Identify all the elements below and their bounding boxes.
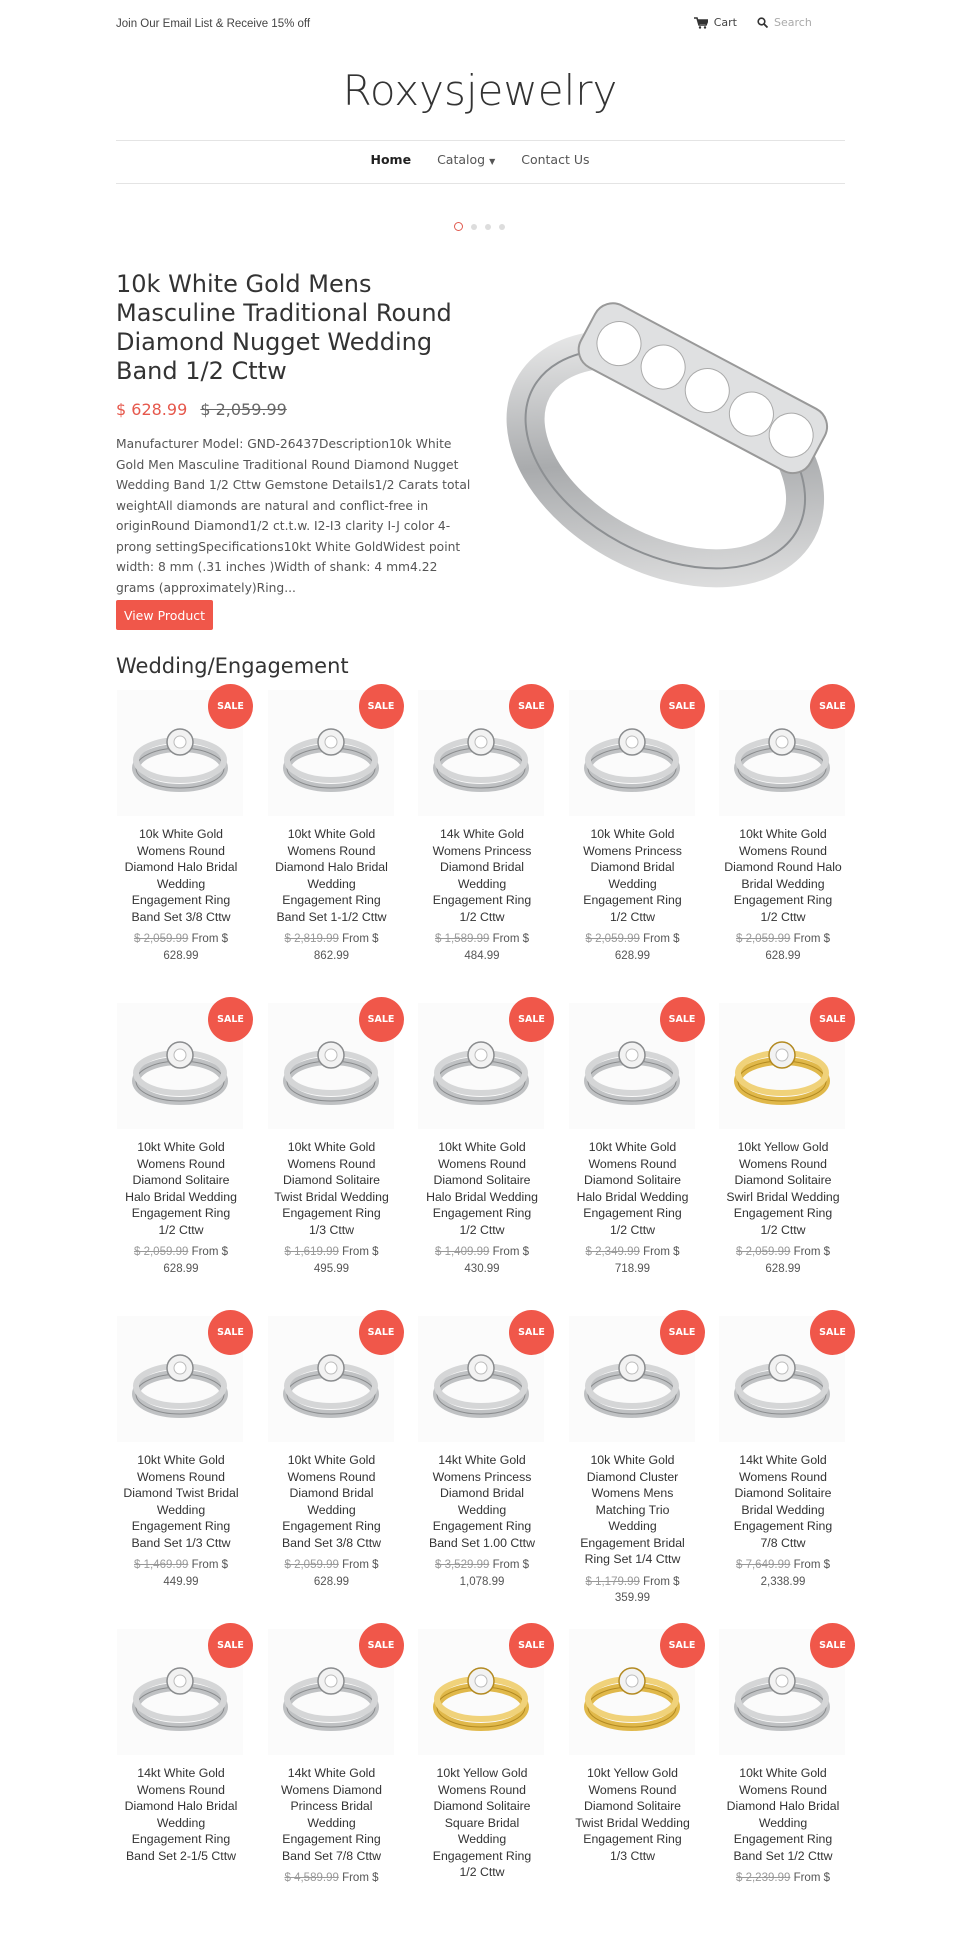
slide-dot-2[interactable]	[471, 224, 477, 230]
sale-price: 862.99	[313, 949, 350, 962]
sale-price: 484.99	[464, 949, 500, 962]
featured-product-title: 10k White Gold Mens Masculine Traditional Round Diamond Nugget Wedding Band 1/2 Cttw	[116, 270, 452, 385]
from-label: From $	[793, 1246, 830, 1258]
product-title: 10kt White Gold Womens Round Diamond Halo Bridal Wedding Engagement Ring Band Set 1-1/2 Cttw	[275, 827, 388, 924]
compare-price: $ 1,469.99	[134, 1559, 189, 1571]
compare-price: $ 1,619.99	[284, 1246, 339, 1258]
product-title: 10kt White Gold Womens Round Diamond Solitaire Halo Bridal Wedding Engagement Ring 1/2 Cttw	[576, 1140, 689, 1237]
sale-badge: SALE	[359, 1623, 404, 1668]
main-nav	[0, 152, 960, 167]
product-price	[423, 1244, 541, 1277]
product-title-block[interactable]	[714, 1139, 852, 1277]
product-title-block[interactable]	[112, 1139, 250, 1277]
from-label: From $	[191, 933, 228, 945]
product-card[interactable]	[417, 1001, 567, 1311]
product-card[interactable]	[718, 688, 868, 998]
sale-badge: SALE	[509, 1310, 554, 1355]
product-title-block[interactable]	[112, 1765, 250, 1887]
product-title: 10kt Yellow Gold Womens Round Diamond Solitaire Swirl Bridal Wedding Engagement Ring 1/2 Cttw	[726, 1140, 840, 1237]
product-title-block[interactable]	[263, 1139, 401, 1277]
product-title: 10kt White Gold Womens Round Diamond Solitaire Twist Bridal Wedding Engagement Ring 1/3 Cttw	[274, 1140, 389, 1237]
product-title: 10k White Gold Diamond Cluster Womens Mens Matching Trio Wedding Engagement Bridal Ring Set 1/4 Cttw	[580, 1453, 685, 1566]
slider-pagination	[454, 222, 505, 231]
sale-badge: SALE	[810, 1310, 855, 1355]
product-card[interactable]	[267, 688, 417, 998]
from-label: From $	[342, 1246, 379, 1258]
sale-price: 449.99	[163, 1575, 199, 1588]
product-card[interactable]	[116, 1314, 266, 1624]
compare-price: $ 2,059.99	[736, 1246, 791, 1258]
product-title-block[interactable]	[564, 1139, 702, 1277]
product-title: 10kt White Gold Womens Round Diamond Solitaire Halo Bridal Wedding Engagement Ring 1/2 Cttw	[426, 1140, 538, 1237]
from-label: From $	[342, 933, 379, 945]
product-card[interactable]	[417, 1314, 567, 1624]
sale-badge: SALE	[208, 997, 253, 1042]
product-title-block[interactable]	[263, 826, 401, 964]
from-label: From $	[342, 1872, 379, 1884]
product-card[interactable]	[267, 1001, 417, 1311]
sale-badge: SALE	[359, 1310, 404, 1355]
product-title: 10kt White Gold Womens Round Diamond Solitaire Halo Bridal Wedding Engagement Ring 1/2 Cttw	[125, 1140, 237, 1237]
sale-badge: SALE	[660, 1310, 705, 1355]
product-card[interactable]	[718, 1627, 868, 1937]
from-label: From $	[492, 933, 529, 945]
featured-price	[116, 400, 287, 419]
compare-price: $ 2,059.99	[284, 1559, 339, 1571]
view-product-button[interactable]: View Product	[116, 600, 213, 630]
featured-description: Manufacturer Model: GND-26437Description10k White Gold Men Masculine Traditional Round Diamond Nugget Wedding Band 1/2 Cttw Gemstone Details1/2 Carats total weightAll diamonds are natural and conflict-free in originRound Diamond1/2 ct.t.w. I2-I3 clarity I-J color 4-prong settingSpecifications10kt White GoldWidest point width: 8 mm (.31 inches )Width of shank: 4 mm4.22 grams (approximately)Ring...	[116, 437, 471, 595]
compare-price: $ 2,059.99	[585, 933, 640, 945]
sale-price: 628.99	[765, 949, 801, 962]
product-title-block[interactable]	[714, 1452, 852, 1590]
compare-price: $ 2,059.99	[200, 400, 287, 419]
sale-badge: SALE	[509, 1623, 554, 1668]
email-signup-link[interactable]: Join Our Email List & Receive 15% off	[116, 18, 311, 30]
product-card[interactable]	[267, 1314, 417, 1624]
sale-badge: SALE	[660, 684, 705, 729]
slide-dot-1[interactable]	[454, 222, 463, 231]
search-placeholder: Search	[774, 16, 812, 29]
sale-badge: SALE	[810, 684, 855, 729]
sale-price: 718.99	[614, 1262, 651, 1275]
product-title-block[interactable]	[413, 1765, 551, 1903]
slide-dot-3[interactable]	[485, 224, 491, 230]
compare-price: $ 7,649.99	[736, 1559, 791, 1571]
caret-down-icon: ▼	[489, 157, 496, 166]
product-price	[724, 931, 842, 964]
compare-price: $ 2,349.99	[585, 1246, 640, 1258]
product-price	[122, 1870, 240, 1887]
product-title: 14kt White Gold Womens Round Diamond Halo Bridal Wedding Engagement Ring Band Set 2-1/5 Cttw	[124, 1766, 238, 1863]
product-title-block[interactable]	[714, 1765, 852, 1887]
from-label: From $	[643, 933, 680, 945]
sale-price: 495.99	[313, 1262, 350, 1275]
nav-catalog-label: Catalog	[437, 152, 486, 167]
product-title-block[interactable]	[564, 826, 702, 964]
from-label: From $	[643, 1575, 680, 1588]
product-title: 10kt White Gold Womens Round Diamond Halo Bridal Wedding Engagement Ring Band Set 1/2 Cttw	[726, 1766, 840, 1863]
product-title: 10kt Yellow Gold Womens Round Diamond Solitaire Square Bridal Wedding Engagement Ring 1/2 Cttw	[432, 1766, 532, 1879]
sale-price: 628.99	[765, 1262, 801, 1275]
product-price	[273, 1557, 391, 1590]
product-price	[574, 1244, 692, 1277]
product-title: 10kt Yellow Gold Womens Round Diamond Solitaire Twist Bridal Wedding Engagement Ring 1/3 Cttw	[575, 1766, 690, 1863]
product-title: 14kt White Gold Womens Diamond Princess Bridal Wedding Engagement Ring Band Set 7/8 Cttw	[281, 1766, 382, 1863]
product-title: 10kt White Gold Womens Round Diamond Twist Bridal Wedding Engagement Ring Band Set 1/3 Cttw	[123, 1453, 239, 1550]
product-card[interactable]	[568, 688, 718, 998]
from-label: From $	[342, 1559, 379, 1571]
product-card[interactable]	[568, 1314, 718, 1624]
product-title-block[interactable]	[263, 1452, 401, 1590]
product-title-block[interactable]	[413, 826, 551, 964]
product-price	[122, 1244, 240, 1277]
product-price	[423, 1557, 541, 1590]
collection-title: Wedding/Engagement	[116, 654, 349, 678]
sale-badge: SALE	[660, 997, 705, 1042]
from-label: From $	[492, 1246, 529, 1258]
product-card[interactable]	[718, 1314, 868, 1624]
product-price	[724, 1244, 842, 1277]
product-card[interactable]	[718, 1001, 868, 1311]
search-icon	[757, 17, 768, 28]
slide-dot-4[interactable]	[499, 224, 505, 230]
featured-ring-image[interactable]	[505, 290, 835, 610]
compare-price: $ 1,409.99	[435, 1246, 490, 1258]
product-title: 10k White Gold Womens Princess Diamond Bridal Wedding Engagement Ring 1/2 Cttw	[583, 827, 682, 924]
sale-price: 628.99	[163, 949, 199, 962]
sale-badge: SALE	[509, 684, 554, 729]
from-label: From $	[492, 1559, 529, 1571]
sale-badge: SALE	[208, 684, 253, 729]
product-price	[273, 931, 391, 964]
product-price	[574, 931, 692, 964]
nav-contact[interactable]: Contact Us	[521, 152, 590, 167]
product-title-block[interactable]	[564, 1452, 702, 1607]
sale-price: 359.99	[614, 1592, 651, 1604]
compare-price: $ 1,179.99	[585, 1575, 640, 1588]
from-label: From $	[793, 933, 830, 945]
nav-divider-top	[116, 140, 845, 141]
cart-icon	[694, 17, 708, 29]
sale-price: 2,338.99	[760, 1575, 806, 1588]
product-title: 10kt White Gold Womens Round Diamond Round Halo Bridal Wedding Engagement Ring 1/2 Cttw	[724, 827, 842, 924]
product-title: 14kt White Gold Womens Round Diamond Solitaire Bridal Wedding Engagement Ring 7/8 Cttw	[733, 1453, 833, 1550]
product-title: 10kt White Gold Womens Round Diamond Bridal Wedding Engagement Ring Band Set 3/8 Cttw	[281, 1453, 382, 1550]
product-price	[273, 1244, 391, 1277]
compare-price: $ 3,529.99	[435, 1559, 490, 1571]
nav-home[interactable]: Home	[370, 152, 412, 167]
compare-price: $ 2,059.99	[134, 1246, 189, 1258]
sale-price: 1,078.99	[459, 1575, 505, 1588]
product-card[interactable]	[568, 1001, 718, 1311]
product-title-block[interactable]	[413, 1452, 551, 1590]
product-price	[574, 1870, 692, 1887]
product-card[interactable]	[116, 1627, 266, 1937]
sale-badge: SALE	[359, 997, 404, 1042]
compare-price: $ 2,239.99	[736, 1872, 791, 1884]
product-card[interactable]	[116, 688, 266, 998]
from-label: From $	[793, 1872, 830, 1884]
sale-price: 628.99	[163, 1262, 199, 1275]
product-title: 14kt White Gold Womens Princess Diamond Bridal Wedding Engagement Ring Band Set 1.00 Cttw	[429, 1453, 535, 1550]
sale-price: $ 628.99	[116, 400, 188, 419]
product-card[interactable]	[116, 1001, 266, 1311]
sale-price: 430.99	[464, 1262, 500, 1275]
product-price	[724, 1557, 842, 1590]
product-card[interactable]	[267, 1627, 417, 1937]
compare-price: $ 2,059.99	[134, 933, 189, 945]
top-bar	[116, 16, 845, 36]
search-input[interactable]	[757, 16, 845, 29]
sale-price: 628.99	[313, 1575, 350, 1588]
product-title-block[interactable]	[413, 1139, 551, 1277]
product-title-block[interactable]	[112, 826, 250, 964]
product-card[interactable]	[568, 1627, 718, 1937]
product-price	[122, 931, 240, 964]
product-price	[574, 1574, 692, 1607]
product-price	[423, 1887, 541, 1904]
from-label: From $	[643, 1246, 680, 1258]
product-title: 10k White Gold Womens Round Diamond Halo Bridal Wedding Engagement Ring Band Set 3/8 Cttw	[124, 827, 238, 924]
sale-badge: SALE	[660, 1623, 705, 1668]
compare-price: $ 4,589.99	[284, 1872, 339, 1884]
product-title-block[interactable]	[263, 1765, 401, 1887]
sale-badge: SALE	[810, 1623, 855, 1668]
from-label: From $	[793, 1559, 830, 1571]
sale-price: 628.99	[614, 949, 651, 962]
sale-badge: SALE	[359, 684, 404, 729]
product-title-block[interactable]	[112, 1452, 250, 1590]
product-card[interactable]	[417, 1627, 567, 1937]
product-title-block[interactable]	[714, 826, 852, 964]
from-label: From $	[191, 1246, 228, 1258]
product-price	[273, 1870, 391, 1887]
nav-divider-bottom	[116, 183, 845, 184]
product-price	[423, 931, 541, 964]
sale-badge: SALE	[810, 997, 855, 1042]
sale-badge: SALE	[208, 1310, 253, 1355]
cart-link[interactable]	[694, 16, 737, 29]
cart-label: Cart	[713, 16, 737, 29]
product-price	[122, 1557, 240, 1590]
nav-catalog[interactable]	[437, 152, 495, 167]
compare-price: $ 2,059.99	[736, 933, 791, 945]
product-price	[724, 1870, 842, 1887]
compare-price: $ 1,589.99	[435, 933, 490, 945]
from-label: From $	[191, 1559, 228, 1571]
sale-badge: SALE	[208, 1623, 253, 1668]
site-logo[interactable]: Roxysjewelry	[342, 66, 618, 115]
sale-badge: SALE	[509, 997, 554, 1042]
product-title: 14k White Gold Womens Princess Diamond Bridal Wedding Engagement Ring 1/2 Cttw	[432, 827, 532, 924]
product-title-block[interactable]	[564, 1765, 702, 1887]
compare-price: $ 2,819.99	[284, 933, 339, 945]
product-card[interactable]	[417, 688, 567, 998]
